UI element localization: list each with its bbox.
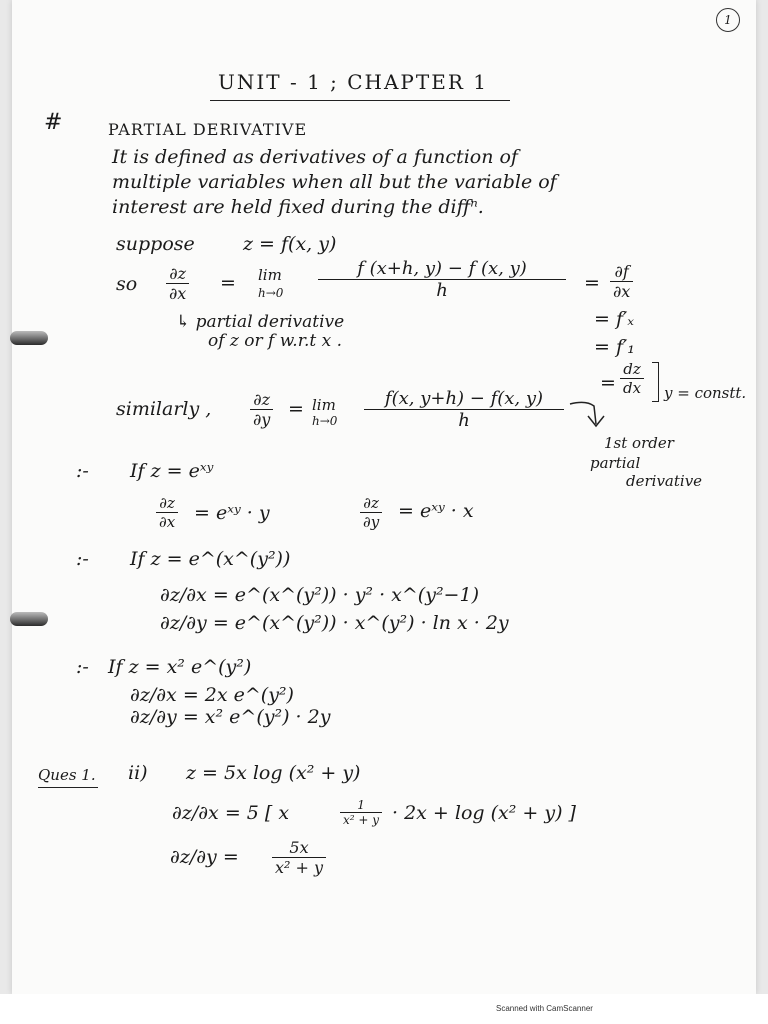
order-note: 1st order <box>604 434 674 452</box>
section-marker: # <box>44 110 63 135</box>
example-result: ∂z/∂y = x² e^(y²) · 2y <box>130 706 331 728</box>
footer-strip <box>0 994 768 1024</box>
page-title: UNIT - 1 ; CHAPTER 1 <box>218 70 488 94</box>
definition-line: multiple variables when all but the variable of <box>112 171 557 193</box>
binder-hole <box>10 612 48 626</box>
dz-dy-fraction: $\frac{\partial z}{\partial y}$ <box>360 494 382 531</box>
note-partial-derivative: ↳ partial derivative <box>176 312 345 332</box>
dz-dx-ordinary-fraction: $\frac{dz}{dx}$ <box>620 360 644 397</box>
example-result: ∂z/∂x = 2x e^(y²) <box>130 684 294 706</box>
equals-sign: = <box>584 272 600 294</box>
difference-quotient-x: $\frac{f (x+h, y) - f (x, y)}{h}$ <box>318 258 566 301</box>
example-result: ∂z/∂x = e^(x^(y²)) · y² · x^(y²−1) <box>160 584 479 606</box>
definition-line: interest are held fixed during the diffⁿ. <box>112 196 484 218</box>
order-note: partial <box>590 454 641 472</box>
alt-notation: = f′ₓ <box>594 308 635 330</box>
pointer-arrow-icon <box>568 398 618 432</box>
df-dx-fraction: $\frac{\partial f}{\partial x}$ <box>610 262 633 301</box>
example-bullet: :- <box>76 460 89 482</box>
equals-sign: = <box>600 372 616 394</box>
question-underline <box>38 787 98 788</box>
dz-dx-answer-rest: · 2x + log (x² + y) ] <box>392 802 576 824</box>
section-heading: PARTIAL DERIVATIVE <box>108 120 308 139</box>
definition-line: It is defined as derivatives of a function of <box>112 146 518 168</box>
lim-subscript: h→0 <box>258 286 284 300</box>
example-given: If z = e^(x^(y²)) <box>130 548 291 570</box>
example-given: If z = eˣʸ <box>130 460 214 482</box>
question-label: Ques 1. <box>38 766 96 784</box>
question-part: ii) <box>128 762 148 784</box>
equals-sign: = <box>220 272 236 294</box>
dz-dy-fraction: $\frac{\partial z}{\partial y}$ <box>250 390 273 429</box>
lim-subscript: h→0 <box>312 414 338 428</box>
dz-dx-fraction: $\frac{\partial z}{\partial x}$ <box>156 494 178 531</box>
dz-dy-answer-fraction: $\frac{5x}{\text{x² + y}}$ <box>272 838 326 877</box>
example-result: = eˣʸ · y <box>194 502 270 524</box>
page-number: 1 <box>716 8 740 32</box>
y-constant-condition: y = constt. <box>664 384 747 402</box>
example-result: = eˣʸ · x <box>398 500 474 522</box>
example-bullet: :- <box>76 548 89 570</box>
similarly-label: similarly , <box>116 398 212 420</box>
reciprocal-fraction: $\frac{1}{\text{x² + y}}$ <box>340 798 382 827</box>
equals-sign: = <box>288 398 304 420</box>
scanner-caption: Scanned with CamScanner <box>496 1004 593 1013</box>
evaluation-bracket <box>652 362 659 402</box>
dz-dy-answer: ∂z/∂y = <box>170 846 239 868</box>
note-wrt-x: of z or f w.r.t x . <box>208 331 342 351</box>
dz-dx-fraction: $\frac{\partial z}{\partial x}$ <box>166 264 189 303</box>
difference-quotient-y: $\frac{f(x, y+h) - f(x, y)}{h}$ <box>364 388 564 431</box>
lim-label: lim <box>258 266 282 284</box>
example-bullet: :- <box>76 656 89 678</box>
order-note: derivative <box>626 472 703 490</box>
example-given: If z = x² e^(y²) <box>108 656 252 678</box>
title-underline <box>210 100 510 101</box>
suppose-expression: z = f(x, y) <box>243 233 337 255</box>
binder-hole <box>10 331 48 345</box>
lim-label: lim <box>312 396 336 414</box>
example-result: ∂z/∂y = e^(x^(y²)) · x^(y²) · ln x · 2y <box>160 612 509 634</box>
so-label: so <box>116 273 138 295</box>
question-given: z = 5x log (x² + y) <box>186 762 361 784</box>
dz-dx-answer: ∂z/∂x = 5 [ x <box>172 802 290 824</box>
suppose-label: suppose <box>116 233 195 255</box>
alt-notation: = f′₁ <box>594 336 635 358</box>
